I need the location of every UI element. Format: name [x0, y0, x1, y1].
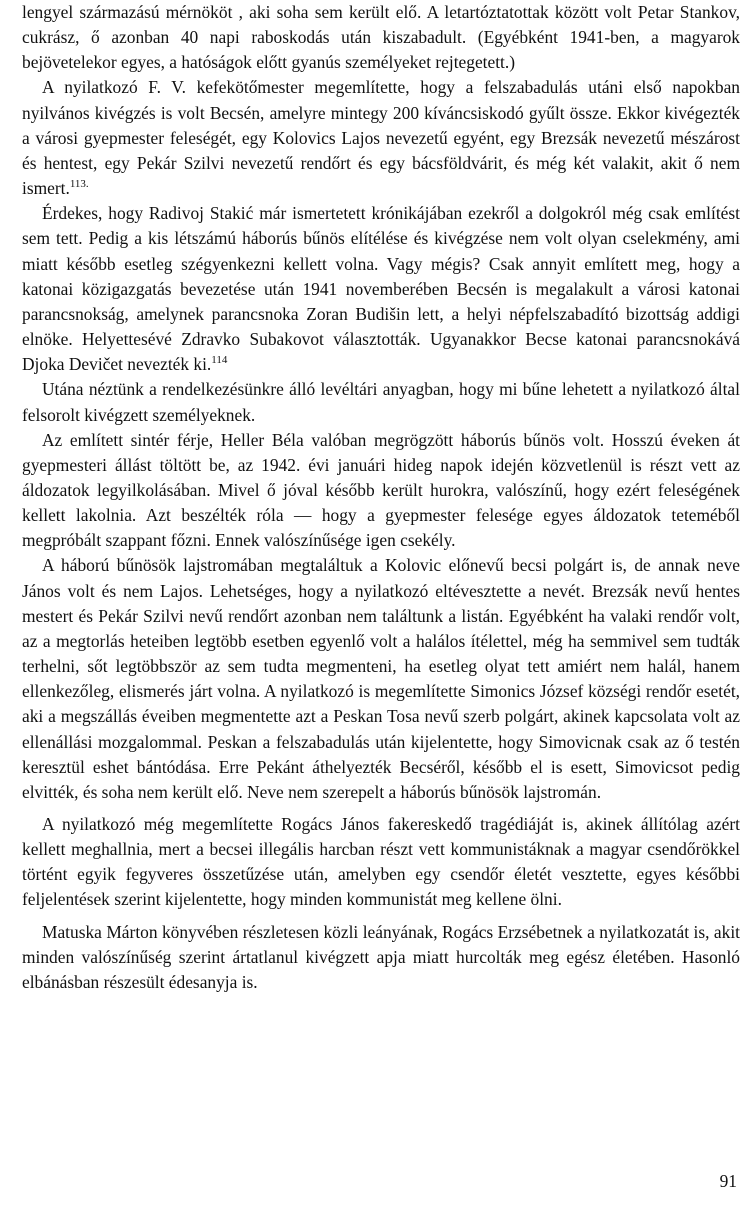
footnote-ref-113: 113.	[69, 178, 89, 191]
paragraph-1: lengyel származású mérnököt , aki soha sem került elő. A letartóztatottak között volt Petar Stankov, cukrász, ő azonban 40 napi raboskodás után kiszabadult. (Egyébként 1941-ben, a magyarok bejövetelekor egyes, a hatóságok előtt gyanús személyeket rejtegetett.)	[22, 2, 740, 73]
paragraph-5: Az említett sintér férje, Heller Béla valóban megrögzött háborús bűnös volt. Hosszú éveken át gyepmesteri állást töltött be, az 1942. évi januári hideg napok idején közvetlenül is részt vett az áldozatok legyilkolásában. Mivel ő jóval később került hurokra, valószínű, hogy ezért feleségének kellett lakolnia. Azt beszélték róla — hogy a gyepmester felesége egyes áldozatok teteméből megpróbált szappant főzni. Ennek valószínűsége igen csekély.	[22, 429, 740, 551]
paragraph-8: Matuska Márton könyvében részletesen közli leányának, Rogács Erzsébetnek a nyilatkozatát is, akit minden valószínűség szerint ártatlanul kivégzett apja miatt hurcolták meg egész életében. Hasonló elbánásban részesült édesanyja is.	[22, 921, 740, 992]
paragraph-2: A nyilatkozó F. V. kefekötőmester megemlítette, hogy a felszabadulás utáni első napokban nyilvános kivégzés is volt Becsén, amelyre mintegy 200 kíváncsiskodó gyűlt össze. Ekkor kivégezték a városi gyepmester feleségét, egy Kolovics Lajos nevezetű egyént, egy Brezsák nevezetű mészárost és hentest, egy Pekár Szilvi nevezetű rendőrt és egy bácsföldvárit, és még két valakit, akit ő nem ismert.$^{113.}$	[22, 77, 740, 199]
paragraph-6: A háború bűnösök lajstromában megtaláltuk a Kolovic előnevű becsi polgárt is, de annak neve János volt és nem Lajos. Lehetséges, hogy a nyilatkozó eltévesztette a nevét. Brezsák nevű hentes mestert és Pekár Szilvi nevű rendőrt azonban nem találtunk a listán. Egyébként ha valaki rendőr volt, az a megtorlás heteiben legtöbb esetben egyenlő volt a halálos ítélettel, még ha semmivel sem tudták terhelni, sőt legtöbbször az sem tudta megmenteni, ha esetleg olyat tett amiért nem halál, hanem ellenkezőleg, elismerés járt volna. A nyilatkozó is megemlítette Simonics József községi rendőr esetét, aki a megszállás éveiben megmentette azt a Peskan Tosa nevű szerb polgárt, akinek kapcsolata volt az ellenállási mozgalommal. Peskan a felszabadulás után kijelentette, hogy Simovicnak csak az ő testén keresztül eshet bántódása. Erre Pekánt áthelyezték Becséről, később el is esett, Simovicsot pedig elvitték, és soha nem került elő. Neve nem szerepelt a háborús bűnösök lajstromán.	[22, 555, 740, 802]
body-text	[22, 0, 740, 995]
paragraph-4: Utána néztünk a rendelkezésünkre álló levéltári anyagban, hogy mi bűne lehetett a nyilatkozó által felsorolt kivégzett személyeknek.	[22, 379, 740, 425]
paragraph-7: A nyilatkozó még megemlítette Rogács János fakereskedő tragédiáját is, akinek állítólag azért kellett meghallnia, mert a becsei illegális harcban részt vett kommunistáknak a magyar csendőrökkel történt egyik fegyveres összetűzése után, amelyben egy csendőr életét vesztette, egyes későbbi feljelentések szerint kijelentette, hogy minden kommunistát meg kellene ölni.	[22, 814, 740, 910]
page-number: 91	[719, 1171, 737, 1191]
footnote-ref-114: 114	[211, 354, 228, 367]
paragraph-3: Érdekes, hogy Radivoj Stakić már ismertetett krónikájában ezekről a dolgokról még csak említést sem tett. Pedig a kis létszámú háborús bűnös elítélése és kivégzése nem volt olyan cselekmény, ami miatt később esetleg szégyenkezni kellett volna. Vagy mégis? Csak annyit említett meg, hogy a katonai közigazgatás bevezetése után 1941 novemberében Becsén is megalakult a városi katonai parancsnokság, amelynek parancsnoka Zoran Budišin lett, a helyi népfelszabadító bizottság addigi elnöke. Helyettesévé Zdravko Subakovot választották. Ugyanakkor Becse katonai parancsnokává Djoka Devičet nevezték ki.$^{114}$	[22, 203, 740, 375]
